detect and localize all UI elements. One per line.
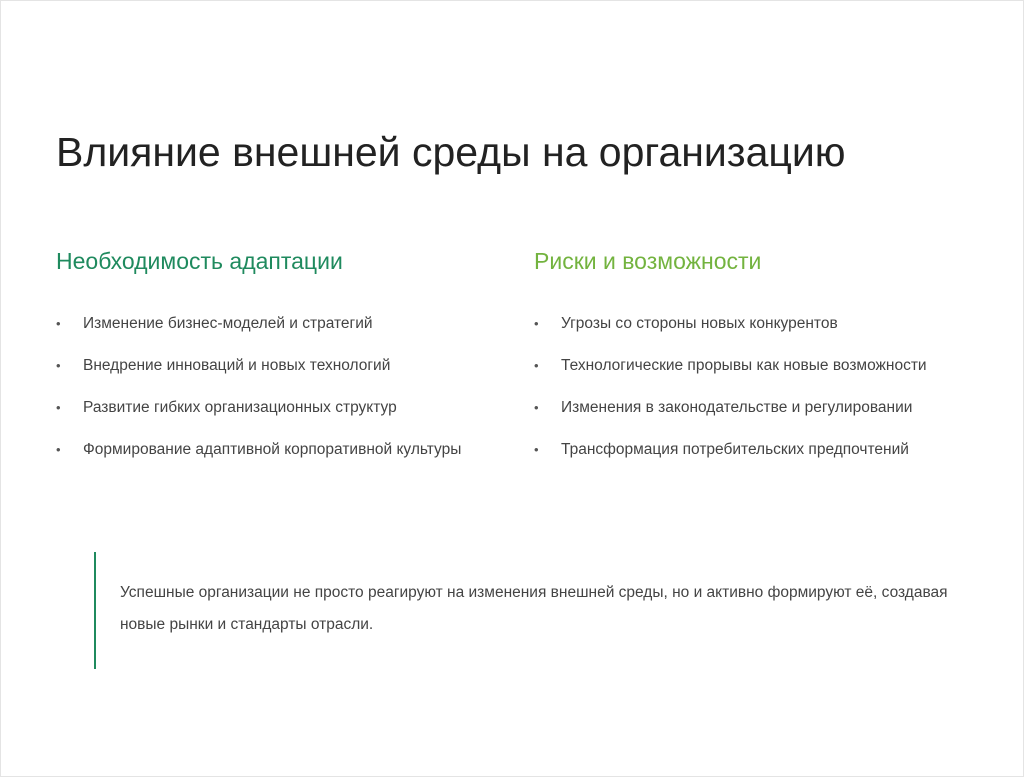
list-item [56, 435, 486, 464]
list-item-text: Изменения в законодательстве и регулировании [561, 399, 913, 416]
list-item [56, 309, 486, 338]
list-item [534, 351, 994, 380]
quote-text: Успешные организации не просто реагируют на изменения внешней среды, но и активно формируют её, создавая новые рынки и стандарты отрасли. [120, 584, 948, 633]
list-item [534, 393, 994, 422]
bullet-icon: • [534, 358, 539, 373]
bullet-icon: • [534, 316, 539, 331]
summary-quote [94, 552, 994, 669]
adaptation-list [56, 309, 486, 464]
list-item [56, 393, 486, 422]
list-item-text: Технологические прорывы как новые возможности [561, 357, 927, 374]
list-item-text: Изменение бизнес-моделей и стратегий [83, 315, 373, 332]
bullet-icon: • [56, 316, 61, 331]
list-item [56, 351, 486, 380]
list-item-text: Угрозы со стороны новых конкурентов [561, 315, 838, 332]
bullet-icon: • [56, 442, 61, 457]
bullet-icon: • [534, 442, 539, 457]
list-item-text: Внедрение инноваций и новых технологий [83, 357, 391, 374]
bullet-icon: • [56, 400, 61, 415]
list-item-text: Формирование адаптивной корпоративной культуры [83, 441, 462, 458]
list-item-text: Развитие гибких организационных структур [83, 399, 397, 416]
slide-title: Влияние внешней среды на организацию [56, 129, 846, 175]
risks-list [534, 309, 994, 464]
bullet-icon: • [56, 358, 61, 373]
bullet-icon: • [534, 400, 539, 415]
risks-heading: Риски и возможности [534, 248, 762, 274]
adaptation-column [56, 248, 486, 477]
list-item [534, 435, 994, 464]
list-item [534, 309, 994, 338]
list-item-text: Трансформация потребительских предпочтений [561, 441, 909, 458]
risks-column [534, 248, 994, 477]
adaptation-heading: Необходимость адаптации [56, 248, 343, 274]
